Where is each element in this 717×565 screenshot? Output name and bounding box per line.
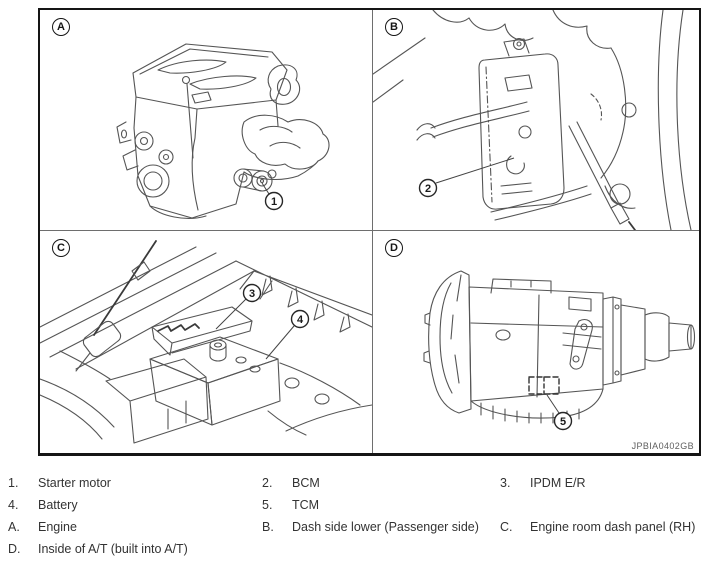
legend-item-empty (254, 538, 492, 560)
engine-drawing (117, 44, 329, 218)
callout-number-2: 2 (424, 183, 432, 195)
callout-battery (266, 311, 309, 360)
panel-label-d: D (385, 239, 403, 257)
legend-item-key: 3. (500, 476, 511, 490)
callout-tcm (547, 395, 572, 430)
legend-row-3 (0, 516, 717, 538)
legend-item-label: TCM (292, 498, 320, 512)
callout-bcm (420, 158, 515, 197)
hood-prop-rod (76, 241, 156, 371)
legend-item-label: IPDM E/R (530, 476, 586, 490)
bcm-module (479, 39, 564, 210)
legend-item-key: A. (8, 520, 20, 534)
callout-number-1: 1 (270, 196, 278, 208)
callout-starter-motor (262, 183, 283, 210)
figure-code: JPBIA0402GB (631, 441, 694, 451)
legend-item-label: Battery (38, 498, 78, 512)
panel-engine (40, 10, 372, 230)
engine-illustration (40, 10, 372, 230)
legend-item-empty (492, 494, 717, 516)
ipdm-er-unit (152, 307, 252, 355)
legend-item-key: 4. (8, 498, 19, 512)
legend-item-bcm (254, 472, 492, 494)
legend-item-label: Starter motor (38, 476, 111, 490)
panel-label-a: A (52, 18, 70, 36)
legend-item-dash-side-lower (254, 516, 492, 538)
transmission-drawing (424, 271, 695, 423)
legend-item-label: Dash side lower (Passenger side) (292, 520, 479, 534)
legend-item-empty (492, 538, 717, 560)
callout-number-4: 4 (296, 314, 304, 326)
legend-item-key: 2. (262, 476, 273, 490)
legend-item-label: Engine room dash panel (RH) (530, 520, 696, 534)
component-location-figure (38, 8, 701, 456)
panel-engine-room (40, 231, 372, 453)
battery (150, 337, 280, 425)
transmission-illustration (373, 231, 699, 453)
legend-item-key: 5. (262, 498, 273, 512)
legend-item-starter-motor (0, 472, 254, 494)
legend-row-1 (0, 472, 717, 494)
quadrant-divider-vertical (372, 10, 373, 453)
panel-label-c: C (52, 239, 70, 257)
callout-number-5: 5 (559, 416, 567, 428)
legend (0, 472, 717, 560)
quadrant-divider-horizontal (40, 230, 699, 231)
legend-row-2 (0, 494, 717, 516)
legend-item-label: Engine (38, 520, 77, 534)
legend-item-ipdm-er (492, 472, 717, 494)
legend-item-key: 1. (8, 476, 19, 490)
legend-item-engine-room-dash-panel (492, 516, 717, 538)
legend-row-4 (0, 538, 717, 560)
legend-item-key: B. (262, 520, 274, 534)
legend-item-engine (0, 516, 254, 538)
dash-structure-drawing (373, 10, 691, 230)
legend-item-battery (0, 494, 254, 516)
engine-room-illustration (40, 231, 372, 453)
panel-bcm (373, 10, 699, 230)
legend-item-label: Inside of A/T (built into A/T) (38, 542, 188, 556)
legend-item-key: C. (500, 520, 513, 534)
panel-transmission (373, 231, 699, 453)
legend-item-inside-of-at (0, 538, 254, 560)
legend-item-key: D. (8, 542, 21, 556)
engine-room-drawing (40, 241, 372, 443)
legend-item-label: BCM (292, 476, 320, 490)
panel-label-b: B (385, 18, 403, 36)
bcm-illustration (373, 10, 699, 230)
callout-number-3: 3 (248, 288, 256, 300)
legend-item-tcm (254, 494, 492, 516)
callout-ipdm-er (216, 285, 261, 330)
